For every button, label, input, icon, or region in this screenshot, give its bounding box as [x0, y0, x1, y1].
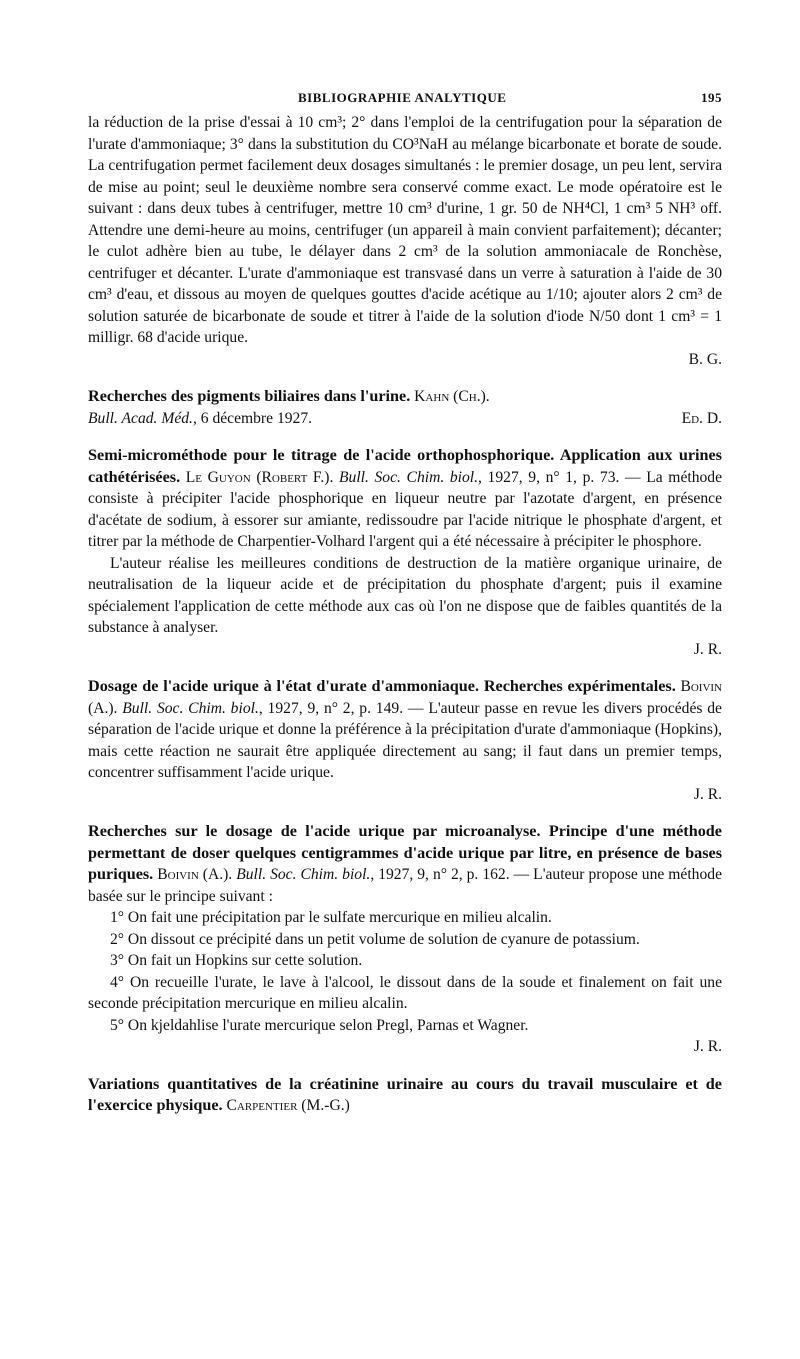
- page-number: 195: [701, 90, 722, 105]
- entry-author: Carpentier (M.-G.): [226, 1097, 350, 1114]
- step-item: 1° On fait une précipitation par le sulfate mercurique en milieu alcalin.: [110, 909, 552, 926]
- entry-signature: J. R.: [693, 640, 722, 658]
- entry-title: Dosage de l'acide urique à l'état d'urate d'ammoniaque. Recherches expérimentales.: [88, 677, 676, 695]
- entry-microanalyse: [88, 821, 722, 1058]
- entry-phosphorique: [88, 445, 722, 660]
- entry-author: Le Guyon (Robert F.).: [185, 468, 334, 486]
- entry-title: Semi-microméthode pour le titrage de l'acide orthophosphorique. Application aux urines cathétérisées.: [88, 446, 722, 486]
- entry-journal: Bull. Acad. Méd.: [88, 409, 193, 427]
- entry-citation: , 1927, 9, n° 1, p. 73.: [478, 468, 620, 486]
- entry-citation: , 1927, 9, n° 2, p. 149.: [258, 699, 404, 717]
- step-item: 4° On recueille l'urate, le lave à l'alcool, le dissout dans de la soude et finalement on fait une seconde précipitation mercurique en milieu alcalin.: [88, 973, 722, 1012]
- header-title: BIBLIOGRAPHIE ANALYTIQUE: [298, 90, 507, 105]
- entry-author: Boivin (A.).: [88, 678, 722, 717]
- entry-pigments: [88, 386, 722, 429]
- entry-signature: J. R.: [693, 785, 722, 803]
- entry-dosage-urate: [88, 676, 722, 805]
- document-body: [88, 112, 722, 1117]
- entry-text: — La méthode consiste à précipiter l'acide phosphorique en liqueur neutre par l'azotate d'argent, en présence d'acétate de sodium, à essorer sur amiante, redissoudre par l'acide nitrique le phosphate d'argent, et titrer par la méthode de Charpentier-Volhard l'argent qui a été nécessaire à précipiter le phosphore.: [88, 468, 723, 550]
- entry-citation: , 1927, 9, n° 2, p. 162.: [370, 866, 510, 883]
- step-item: 5° On kjeldahlise l'urate mercurique selon Pregl, Parnas et Wagner.: [110, 1016, 529, 1034]
- step-item: 2° On dissout ce précipité dans un petit volume de solution de cyanure de potassium.: [110, 930, 640, 948]
- running-header: [88, 90, 722, 112]
- entry-title: Variations quantitatives de la créatinine urinaire au cours du travail musculaire et de l'exercice physique.: [88, 1074, 722, 1114]
- intro-paragraph: [88, 112, 722, 370]
- entry-journal: Bull. Soc. Chim. biol.: [236, 866, 371, 883]
- step-item: 3° On fait un Hopkins sur cette solution.: [110, 952, 363, 969]
- document-page: [88, 90, 722, 1117]
- intro-text: la réduction de la prise d'essai à 10 cm³; 2° dans l'emploi de la centrifugation pour la séparation de l'urate d'ammoniaque; 3° dans la substitution du CO³NaH au mélange bicarbonate et borate de soude. La centrifugation permet facilement deux dosages simultanés : le premier dosage, un peu lent, servira de mise au point; seul le deuxième nombre sera conservé comme exact. Le mode opératoire est le suivant : dans deux tubes à centrifuger, mettre 10 cm³ d'urine, 1 gr. 50 de NH⁴Cl, 1 cm³ 5 NH³ off. Attendre une demi-heure au moins, centrifuger (un appareil à main convient parfaitement); décanter; le culot adhère bien au tube, le délayer dans 2 cm³ de la solution ammoniacale de Ronchèse, centrifuger et décanter. L'urate d'ammoniaque est transvasé dans un verre à saturation à l'aide de 30 cm³ d'eau, et dissous au moyen de quelques gouttes d'acide acétique au 1/10; ajouter alors 2 cm³ de solution saturée de bicarbonate de soude et titrer à l'aide de la solution d'iode N/50 dont 1 cm³ = 1 milligr. 68 d'acide urique.: [88, 114, 722, 346]
- entry-text-2: L'auteur réalise les meilleures conditions de destruction de la matière organique urinaire, de neutralisation de la liqueur acide et de précipitation du phosphate d'argent; puis il examine spécialement l'application de cette méthode aux cas où l'on ne dispose que de faibles quantités de la substance à analyser.: [88, 554, 722, 636]
- entry-journal: Bull. Soc. Chim. biol.: [339, 468, 479, 486]
- entry-author: Boivin (A.).: [157, 866, 233, 883]
- entry-text: — L'auteur passe en revue les divers procédés de séparation de l'acide urique et donne la préférence à la précipitation d'urate d'ammoniaque (Hopkins), mais cette réaction ne saurait être appliquée directement au sang; il faut dans un premier temps, concentrer suffisamment l'acide urique.: [88, 699, 722, 781]
- entry-citation: , 6 décembre 1927.: [192, 409, 313, 427]
- entry-author: Kahn (Ch.).: [414, 388, 490, 405]
- entry-creatinine: [88, 1074, 722, 1117]
- entry-signature: Ed. D.: [681, 409, 722, 427]
- entry-title: Recherches sur le dosage de l'acide urique par microanalyse. Principe d'une méthode permettant de doser quelques centigrammes d'acide urique par litre, en présence de bases puriques.: [88, 822, 722, 883]
- entry-journal: Bull. Soc. Chim. biol.: [122, 699, 259, 717]
- entry-title: Recherches des pigments biliaires dans l'urine.: [88, 387, 411, 405]
- entry-text: — L'auteur propose une méthode basée sur le principe suivant :: [88, 866, 722, 905]
- intro-signature: B. G.: [688, 350, 722, 368]
- entry-signature: J. R.: [693, 1038, 722, 1055]
